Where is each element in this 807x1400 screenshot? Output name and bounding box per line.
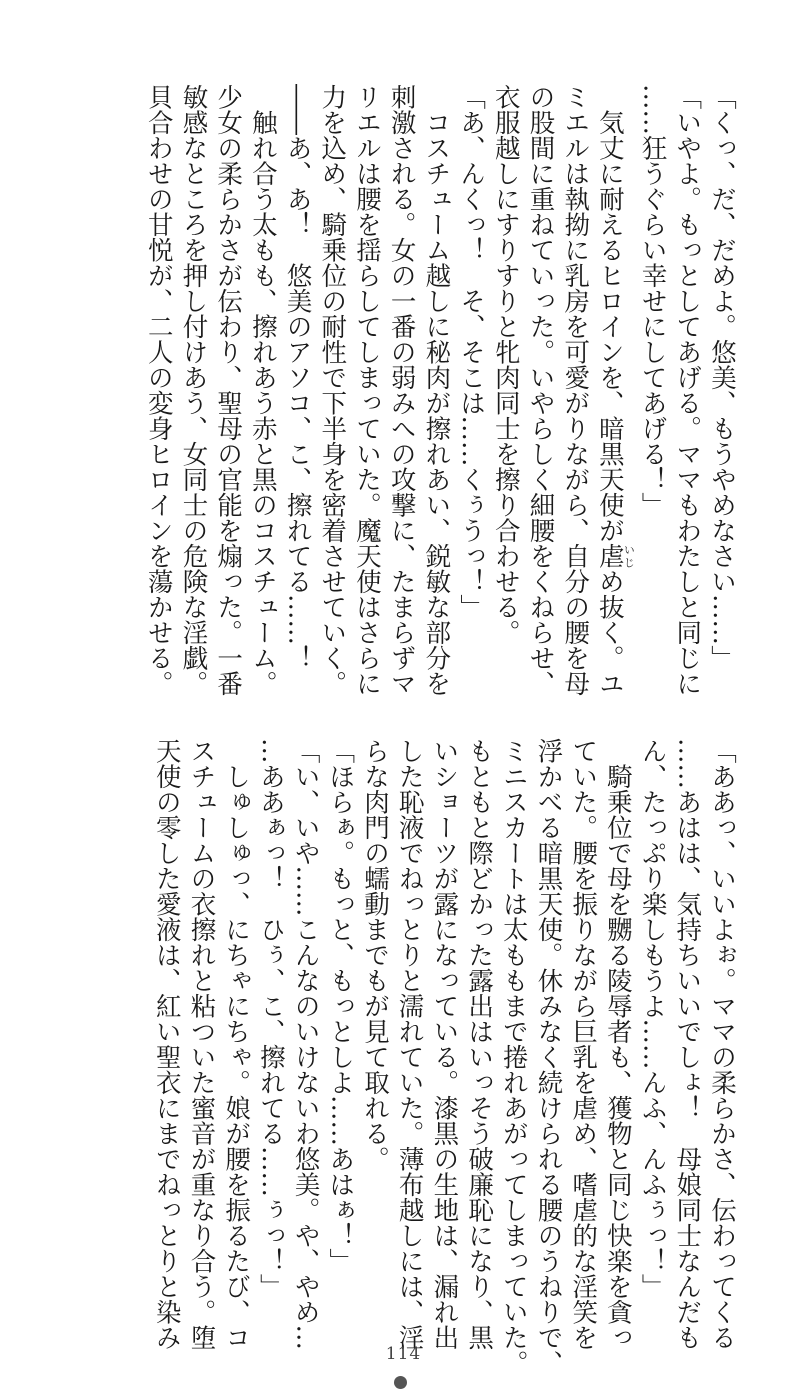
lower-line: もともと際どかった露出はいっそう破廉恥になり、黒 [464, 738, 495, 1350]
ruby-reading: いじ [622, 543, 636, 569]
upper-line: 力を込め、騎乗位の耐性で下半身を密着させていく。 [317, 84, 348, 696]
upper-line: 触れ合う太もも、擦れあう赤と黒のコスチューム。 [247, 84, 278, 696]
lower-line: した恥液でねっとりと濡れていた。薄布越しには、淫 [394, 738, 425, 1350]
lower-line: …ああぁっ！ ひぅ、こ、擦れてる……ぅっ！」 [255, 738, 286, 1299]
upper-line: 少女の柔らかさが伝わり、聖母の官能を煽った。一番 [213, 84, 244, 696]
upper-line: 刺激される。女の一番の弱みへの攻撃に、たまらずマ [386, 84, 417, 696]
upper-line: の股間に重ねていった。いやらしく細腰をくねらせ、 [525, 84, 556, 696]
upper-line: コスチューム越しに秘肉が擦れあい、鋭敏な部分を [421, 84, 452, 696]
lower-line: ……あはは、気持ちいいでしょ！ 母娘同士なんだも [672, 738, 703, 1350]
upper-text-block [141, 84, 739, 696]
upper-line: 「あ、んくっ！ そ、そこは……くぅうっ！」 [456, 84, 487, 620]
lower-line: 浮かべる暗黒天使。休みなく続けられる腰のうねりで、 [533, 738, 564, 1376]
upper-line: 「いやよ。もっとしてあげる。ママもわたしと同じに [672, 84, 703, 696]
lower-line: 騎乗位で母を嬲る陵辱者も、獲物と同じ快楽を貪っ [602, 738, 633, 1350]
lower-line: スチュームの衣擦れと粘ついた蜜音が重なり合う。堕 [186, 738, 217, 1350]
lower-line: しゅしゅっ、にちゃにちゃ。娘が腰を振るたび、コ [221, 738, 252, 1350]
upper-line: リエルは腰を揺らしてしまっていた。魔天使はさらに [351, 84, 382, 696]
upper-line: 「くっ、だ、だめよ。悠美、もうやめなさい……」 [707, 84, 737, 671]
lower-line: 「ほらぁ。もっと、もっとしよ……あはぁ！」 [325, 738, 356, 1274]
upper-line: 気丈に耐えるヒロインを、暗黒天使が虐いじめ抜く。ユ [594, 84, 636, 696]
page-marker-dot-icon [394, 1376, 407, 1389]
ruby-annotation: 虐いじ [594, 543, 636, 569]
lower-line: ていた。腰を振りながら巨乳を虐め、嗜虐的な淫笑を [568, 738, 599, 1350]
upper-line: 貝合わせの甘悦が、二人の変身ヒロインを蕩かせる。 [143, 84, 174, 696]
upper-line: ――あ、あ！ 悠美のアソコ、こ、擦れてる……！ [282, 84, 313, 671]
upper-line: ミエルは執拗に乳房を可愛がりながら、自分の腰を母 [560, 84, 591, 696]
lower-line: 天使の零した愛液は、紅い聖衣にまでねっとりと染み [151, 738, 182, 1350]
lower-line: ん、たっぷり楽しもうよ……んふ、んふぅっ！」 [637, 738, 668, 1299]
lower-line: いショーツが露になっている。漆黒の生地は、漏れ出 [429, 738, 460, 1350]
lower-line: らな肉門の蠕動までもが見て取れる。 [359, 738, 390, 1172]
page-number: 114 [385, 1344, 422, 1364]
upper-line: 衣服越しにすりすりと牝肉同士を擦り合わせる。 [490, 84, 521, 645]
upper-line: ……狂うぐらい幸せにしてあげる！」 [637, 84, 668, 518]
upper-line: 敏感なところを押し付けあう、女同士の危険な淫戯。 [178, 84, 209, 696]
lower-line: ミニスカートは太ももまで捲れあがってしまっていた。 [498, 738, 529, 1376]
lower-line: 「ああっ、いいよぉ。ママの柔らかさ、伝わってくる [707, 738, 737, 1350]
lower-line: 「い、いや……こんなのいけないわ悠美。や、やめ… [290, 738, 321, 1350]
